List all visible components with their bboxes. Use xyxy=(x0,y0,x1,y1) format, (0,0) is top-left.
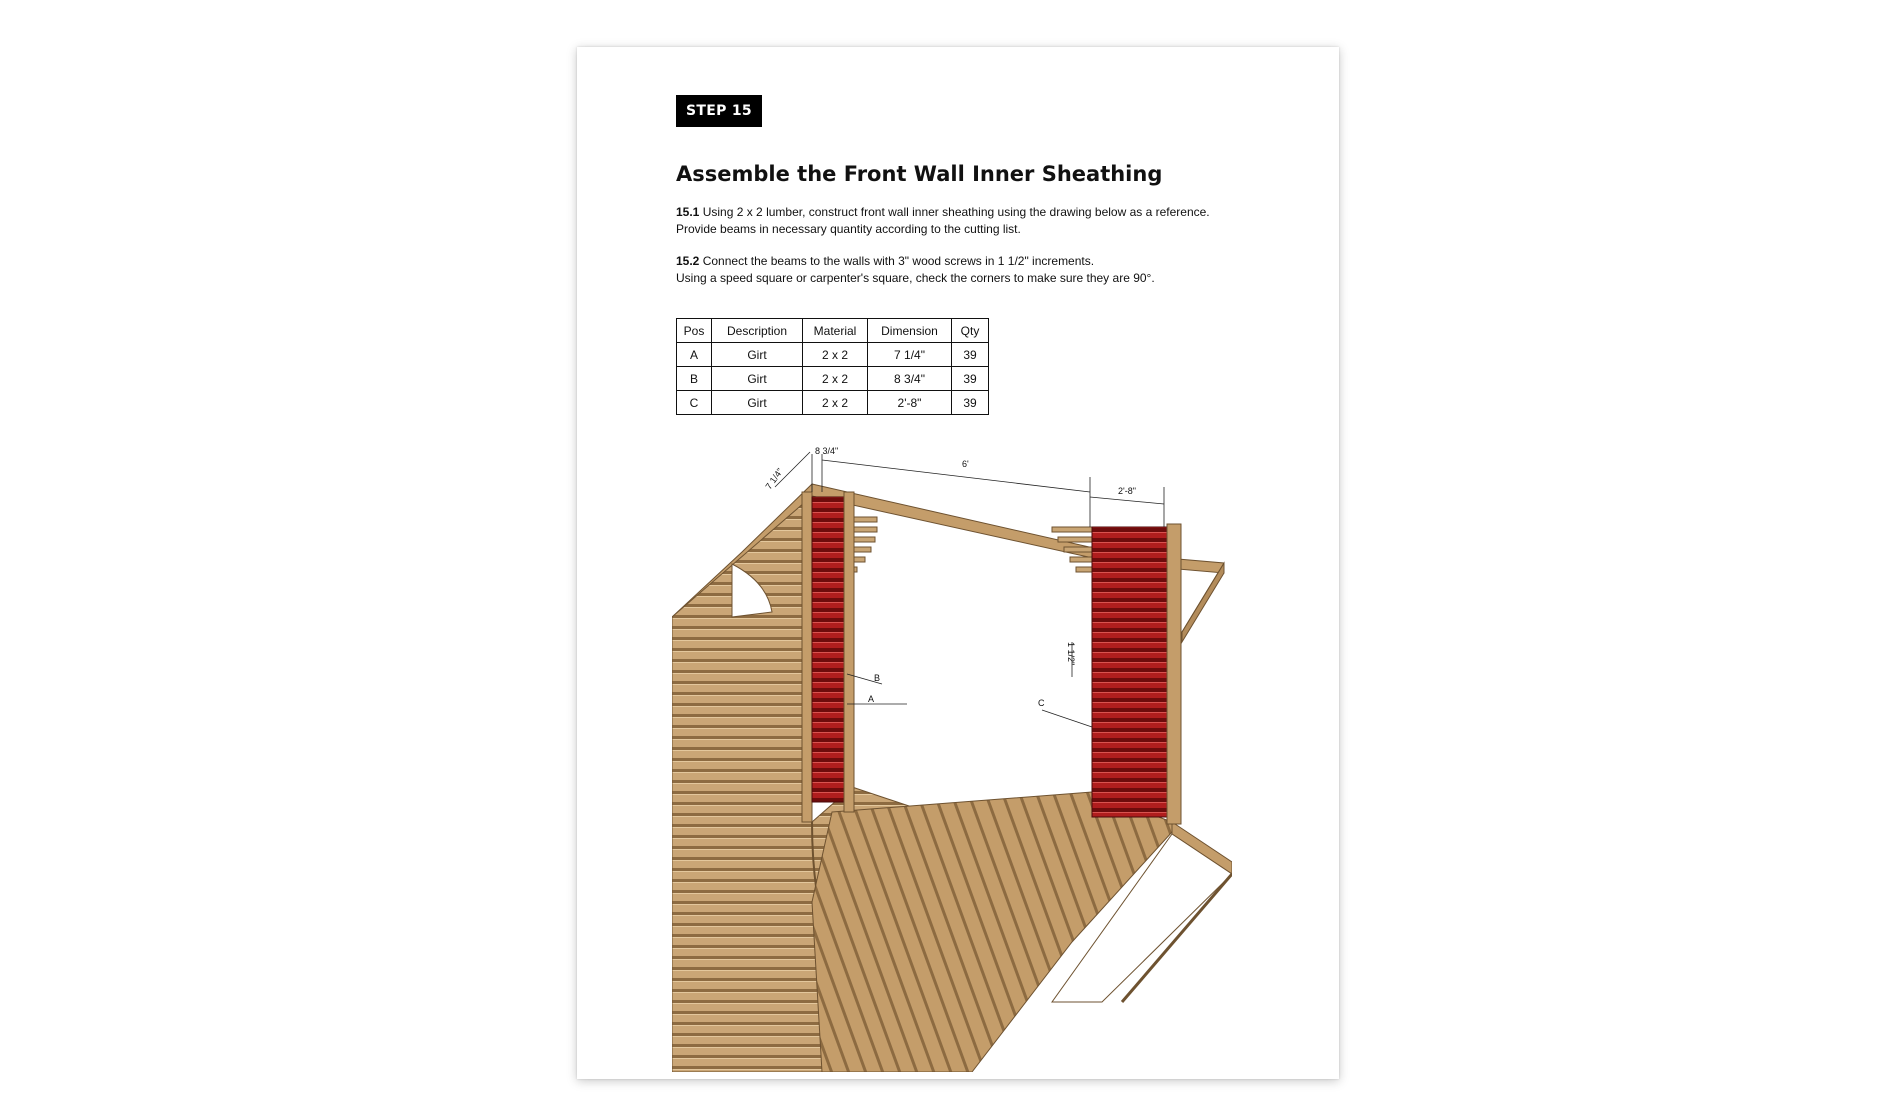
step-badge: STEP 15 xyxy=(676,95,762,127)
instruction-text: Connect the beams to the walls with 3" wood screws in 1 1/2" increments. xyxy=(702,254,1095,268)
instruction-text: Provide beams in necessary quantity according to the cutting list. xyxy=(676,222,1021,236)
dim-2-8: 2'-8" xyxy=(1118,486,1136,496)
dim-7-1-4: 7 1/4" xyxy=(763,466,785,492)
right-sheathing xyxy=(1092,524,1181,824)
column-header: Dimension xyxy=(868,319,952,343)
instruction-15-2 xyxy=(676,253,1276,287)
dim-6ft: 6' xyxy=(962,459,969,469)
instruction-number: 15.2 xyxy=(676,254,700,268)
column-header: Qty xyxy=(952,319,989,343)
table-cell: 39 xyxy=(952,367,989,391)
table-cell: 7 1/4" xyxy=(868,343,952,367)
column-header: Description xyxy=(712,319,803,343)
table-cell: 2'-8" xyxy=(868,391,952,415)
table-cell: 2 x 2 xyxy=(803,391,868,415)
callout-b: B xyxy=(874,673,881,683)
assembly-drawing xyxy=(672,442,1232,1072)
table-cell: Girt xyxy=(712,343,803,367)
table-cell: 39 xyxy=(952,391,989,415)
left-sheathing xyxy=(802,492,854,822)
table-cell: 8 3/4" xyxy=(868,367,952,391)
table-cell: 2 x 2 xyxy=(803,343,868,367)
instruction-text: Using a speed square or carpenter's square, check the corners to make sure they are 90°. xyxy=(676,271,1155,285)
instruction-text: Using 2 x 2 lumber, construct front wall inner sheathing using the drawing below as a reference. xyxy=(702,205,1210,219)
table-row xyxy=(677,367,989,391)
table-cell: Girt xyxy=(712,391,803,415)
table-cell: A xyxy=(677,343,712,367)
column-header: Material xyxy=(803,319,868,343)
page-title: Assemble the Front Wall Inner Sheathing xyxy=(676,162,1163,186)
table-cell: 2 x 2 xyxy=(803,367,868,391)
dim-spacing: 1 1/2" xyxy=(1066,642,1076,666)
table-cell: C xyxy=(677,391,712,415)
column-header: Pos xyxy=(677,319,712,343)
table-row xyxy=(677,343,989,367)
table-cell: 39 xyxy=(952,343,989,367)
table-cell: Girt xyxy=(712,367,803,391)
instruction-15-1 xyxy=(676,204,1276,238)
callout-c: C xyxy=(1038,698,1045,708)
instruction-number: 15.1 xyxy=(676,205,700,219)
dim-8-3-4: 8 3/4" xyxy=(815,446,839,456)
instruction-page xyxy=(577,47,1339,1079)
cutting-list-table xyxy=(676,318,989,415)
callout-a: A xyxy=(868,694,875,704)
table-row xyxy=(677,391,989,415)
table-cell: B xyxy=(677,367,712,391)
table-header-row xyxy=(677,319,989,343)
